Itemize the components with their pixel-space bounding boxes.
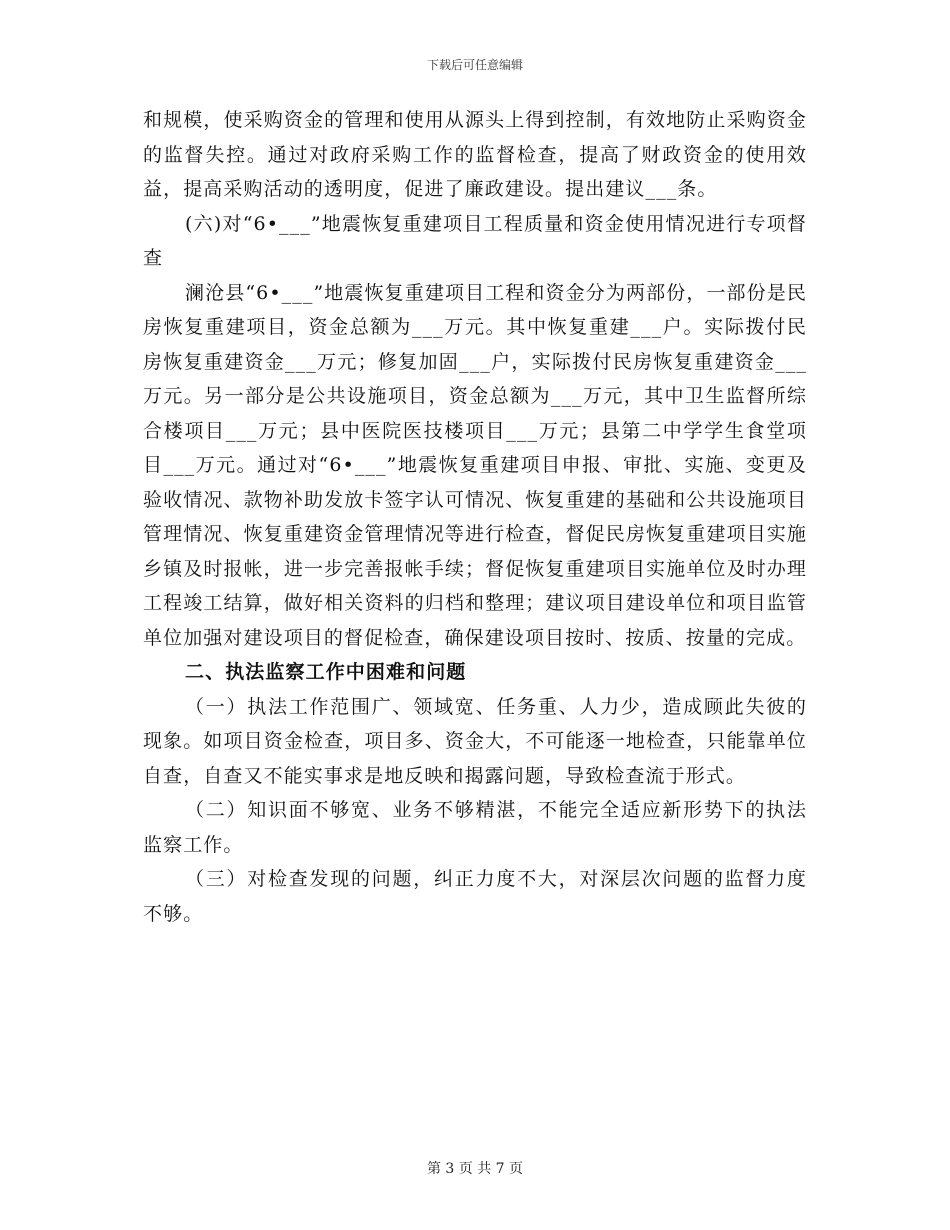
paragraph-section-six-title: (六)对“6•___”地震恢复重建项目工程质量和资金使用情况进行专项督查	[143, 212, 807, 269]
page-header: 下载后可任意编辑	[426, 58, 523, 72]
paragraph-difficulty-three: （三）对检查发现的问题，纠正力度不大，对深层次问题的监督力度不够。	[143, 868, 807, 925]
paragraph-earthquake-reconstruction: 澜沧县“6•___”地震恢复重建项目工程和资金分为两部份，一部份是民房恢复重建项目，资金总额为___万元。其中恢复重建___户。实际拨付民房恢复重建资金___万元；修复加固___户，实际拨付民房恢复重建资金___万元。另一部分是公共设施项目，资金总额为___万元，其中卫生监督所综合楼项目___万元；县中医院医技楼项目___万元；县第二中学学生食堂项目___万元。通过对“6•___”地震恢复重建项目申报、审批、实施、变更及验收情况、款物补助发放卡签字认可情况、恢复重建的基础和公共设施项目管理情况、恢复重建资金管理情况等进行检查，督促民房恢复重建项目实施乡镇及时报帐，进一步完善报帐手续；督促恢复重建项目实施单位及时办理工程竣工结算，做好相关资料的归档和整理；建议项目建设单位和项目监管单位加强对建设项目的督促检查，确保建设项目按时、按质、按量的完成。	[143, 281, 807, 649]
document-body	[143, 103, 807, 931]
section-heading-difficulties: 二、执法监察工作中困难和问题	[185, 661, 467, 683]
paragraph-difficulty-one: （一）执法工作范围广、领域宽、任务重、人力少，造成顾此失彼的现象。如项目资金检查，项目多、资金大，不可能逐一地检查，只能靠单位自查，自查又不能实事求是地反映和揭露问题，导致检查流于形式。	[143, 695, 807, 787]
paragraph-continuation: 和规模，使采购资金的管理和使用从源头上得到控制，有效地防止采购资金的监督失控。通过对政府采购工作的监督检查，提高了财政资金的使用效益，提高采购活动的透明度，促进了廉政建设。提出建议___条。	[143, 109, 807, 200]
paragraph-difficulty-two: （二）知识面不够宽、业务不够精湛，不能完全适应新形势下的执法监察工作。	[143, 799, 807, 856]
page-number-footer: 第 3 页 共 7 页	[426, 1161, 524, 1177]
